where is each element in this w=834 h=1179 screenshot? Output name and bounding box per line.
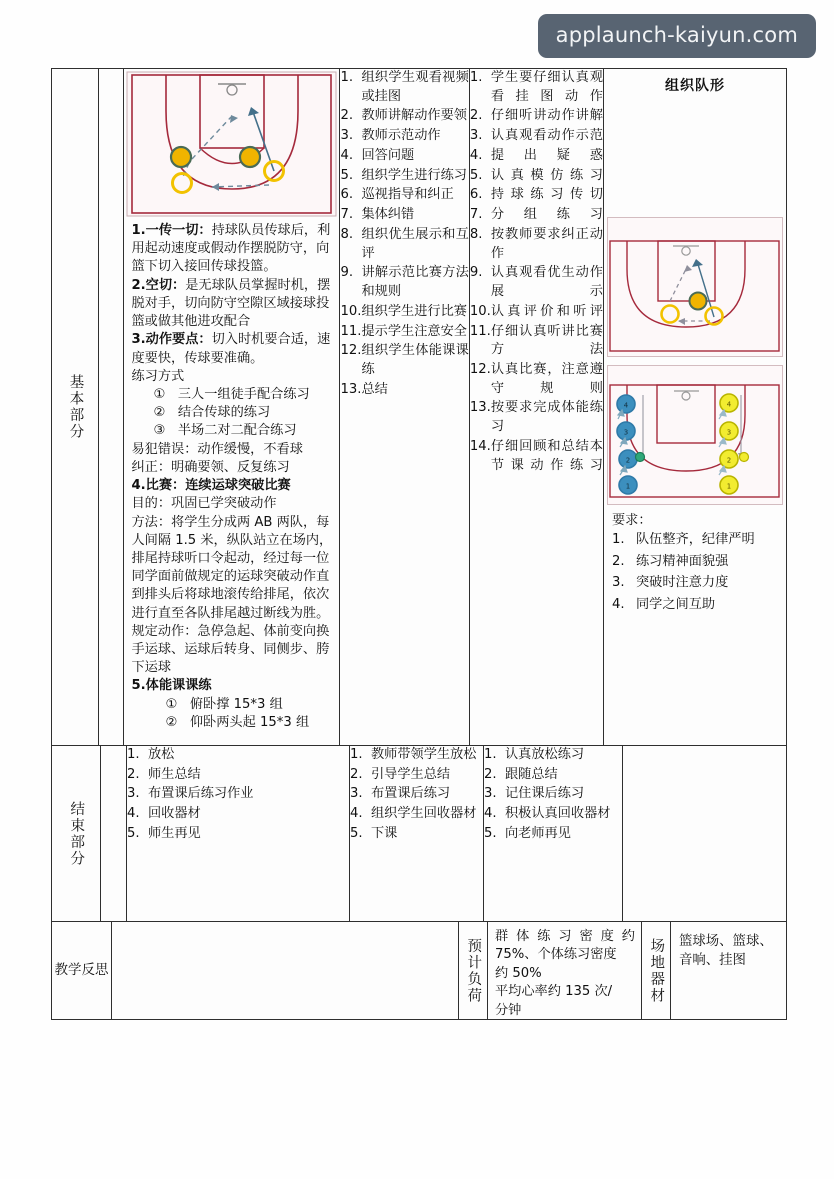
- section-label-basic: [52, 69, 98, 745]
- section-label-basic-text: 基本部分: [67, 374, 84, 440]
- basic-content-column: [123, 69, 339, 745]
- student-activity-item-number: 6.: [469, 187, 483, 203]
- diagram-1-container: [124, 69, 339, 217]
- teacher-activity-item-number: 5.: [340, 167, 354, 183]
- teacher-activity-item: [340, 186, 468, 205]
- student-activity-item: [470, 147, 603, 166]
- load-line-1: 群体练习密度约: [495, 929, 635, 944]
- basic-formation-column: [603, 69, 786, 745]
- ending-teacher-activity-item-text: 下课: [371, 825, 398, 841]
- teacher-activity-item: [340, 167, 468, 186]
- svg-text:2: 2: [625, 456, 631, 465]
- load-line-4: 平均心率约 135 次/: [495, 984, 613, 1000]
- student-activity-item-text: 按要求完成体能练习: [490, 400, 603, 435]
- load-line-2: 75%、个体练习密度: [495, 947, 617, 963]
- load-value-cell: [487, 922, 641, 1019]
- reflection-body-text: [112, 922, 458, 928]
- section-label-ending: [52, 746, 100, 921]
- requirement-item-text: 同学之间互助: [636, 597, 716, 613]
- lesson-plan-table: [51, 68, 787, 1020]
- ending-content-item-number: 5.: [127, 825, 140, 841]
- content-item-4: [131, 477, 333, 495]
- teacher-activity-item-text: 讲解示范比赛方法和规则: [361, 265, 469, 300]
- content-item-5: [131, 677, 333, 695]
- student-activity-item: [470, 206, 603, 225]
- student-activity-item: [470, 303, 603, 322]
- content-item-2-title: 2.空切：: [131, 277, 186, 293]
- student-activity-item-number: 7.: [469, 207, 483, 223]
- ending-student-activity-item-number: 2.: [484, 766, 497, 782]
- load-value-text: [488, 922, 641, 1020]
- teacher-activity-item: [340, 127, 468, 146]
- basic-gutter-column: [98, 69, 123, 745]
- practice-heading: 练习方式: [131, 368, 185, 384]
- teacher-activity-item-number: 7.: [340, 207, 354, 223]
- student-activity-item-number: 1.: [469, 70, 483, 85]
- student-activity-item-number: 3.: [469, 128, 483, 144]
- requirement-item: [612, 553, 778, 572]
- basketball-half-court-two-team-columns-icon: [607, 365, 783, 505]
- fitness-item-2-text: 仰卧两头起 15*3 组: [189, 714, 310, 730]
- load-label-text: 预计负荷: [465, 937, 482, 1004]
- ending-teacher-activity-item: [350, 825, 483, 844]
- requirement-item: [612, 596, 778, 615]
- practice-item-2: [131, 404, 333, 422]
- student-activities-list: [470, 69, 603, 475]
- content-item-2-body: 是无球队员掌握时机，摆脱对手，切向防守空隙区域接球投篮或做其他进攻配合: [131, 277, 331, 330]
- teacher-activity-item-number: 2.: [340, 108, 354, 124]
- ending-teacher-activity-item: [350, 766, 483, 785]
- requirement-item: [612, 531, 778, 550]
- ending-student-activity-item-text: 向老师再见: [505, 825, 571, 841]
- practice-item-3-num: ③: [153, 423, 166, 439]
- ending-student-activity-item-text: 积极认真回收器材: [505, 806, 611, 822]
- student-activity-item-number: 12.: [469, 362, 491, 378]
- ending-content-item-text: 师生再见: [148, 825, 201, 841]
- load-line-3: 约 50%: [495, 965, 542, 981]
- requirement-item-text: 练习精神面貌强: [636, 553, 729, 569]
- basketball-half-court-give-and-go-icon: [607, 217, 783, 357]
- svg-text:2: 2: [726, 456, 732, 465]
- watermark-text: applaunch-kaiyun.com: [555, 23, 798, 47]
- student-activity-item-text: 按教师要求纠正动作: [490, 226, 603, 261]
- content-item-4-title: 4.比赛：: [131, 478, 186, 494]
- table-row-ending-section: [52, 745, 786, 921]
- teacher-activity-item: [340, 342, 468, 379]
- ending-content-item-text: 师生总结: [148, 766, 201, 782]
- table-row-reflection: [52, 921, 786, 1019]
- student-activity-item: [470, 399, 603, 436]
- ending-student-activity-item-number: 1.: [484, 747, 497, 762]
- teacher-activity-item-number: 11.: [340, 323, 362, 339]
- requirement-item: [612, 574, 778, 593]
- ending-content-item: [127, 825, 349, 844]
- student-activity-item: [470, 323, 603, 360]
- fitness-item-2: [131, 714, 333, 732]
- teacher-activity-item-text: 回答问题: [361, 147, 415, 163]
- svg-text:4: 4: [726, 400, 732, 409]
- practice-item-2-num: ②: [153, 405, 166, 421]
- student-activity-item-number: 5.: [469, 167, 483, 183]
- student-activity-item-text: 认真评价和听评: [490, 303, 603, 319]
- requirement-item-number: 2.: [612, 553, 625, 569]
- student-activity-item: [470, 167, 603, 186]
- ending-student-activity-item: [484, 746, 622, 765]
- fitness-item-2-num: ②: [165, 714, 178, 730]
- ending-student-activity-item-text: 认真放松练习: [505, 747, 585, 762]
- formation-title: 组织队形: [665, 78, 725, 94]
- requirements-heading: 要求：: [612, 513, 652, 528]
- teacher-activity-item-number: 1.: [340, 70, 354, 85]
- ending-content-list: [127, 746, 349, 844]
- ending-content-item-number: 4.: [127, 806, 140, 822]
- student-activity-item-text: 认真模仿练习: [490, 167, 603, 183]
- basketball-half-court-pass-and-cut-icon: [126, 71, 337, 217]
- table-row-basic-section: [52, 69, 786, 745]
- teacher-activity-item-number: 9.: [340, 265, 354, 281]
- content-item-1-body: 持球队员传球后，利用起动速度或假动作摆脱防守，向篮下切入接回传球投篮。: [131, 223, 331, 275]
- ending-teacher-activities-column: [349, 746, 483, 921]
- student-activity-item-text: 认真观看动作示范: [490, 128, 603, 144]
- teacher-activity-item: [340, 147, 468, 166]
- content-item-2: [131, 277, 333, 332]
- ending-student-activities-column: [483, 746, 622, 921]
- ending-student-activity-item-number: 3.: [484, 786, 497, 802]
- student-activity-item-text: 提出疑惑: [490, 147, 603, 163]
- requirement-item-number: 3.: [612, 575, 625, 591]
- ending-student-activity-item-number: 5.: [484, 825, 497, 841]
- ending-teacher-activity-item: [350, 805, 483, 824]
- ending-content-item-text: 放松: [148, 747, 175, 762]
- ending-student-activities-list: [484, 746, 622, 844]
- common-errors: 易犯错误：动作缓慢，不看球: [131, 441, 303, 457]
- ending-gutter-column: [100, 746, 126, 921]
- ending-teacher-activity-item-number: 3.: [350, 786, 363, 802]
- practice-item-2-text: 结合传球的练习: [177, 405, 271, 421]
- ending-student-activity-item-number: 4.: [484, 806, 497, 822]
- teacher-activity-item-number: 10.: [340, 303, 362, 319]
- reflection-body-cell[interactable]: [111, 922, 458, 1019]
- diagram-2-container: [604, 217, 786, 357]
- ending-teacher-activities-list: [350, 746, 483, 844]
- equipment-label-cell: [641, 922, 670, 1019]
- practice-item-3: [131, 422, 333, 440]
- load-label-cell: [458, 922, 487, 1019]
- ending-formation-column: [622, 746, 786, 921]
- formation-requirements: [604, 505, 786, 615]
- ending-teacher-activity-item: [350, 785, 483, 804]
- fitness-item-1-text: 俯卧撑 15*3 组: [189, 696, 283, 712]
- student-activity-item: [470, 264, 603, 301]
- teacher-activity-item-number: 6.: [340, 187, 354, 203]
- ending-content-item-number: 1.: [127, 747, 140, 762]
- teacher-activity-item: [340, 264, 468, 301]
- student-activity-item-number: 11.: [469, 323, 491, 339]
- competition-rules: 规定动作：急停急起、体前变向换手运球、运球后转身、同侧步、胯下运球: [131, 623, 330, 676]
- basic-student-activities-column: [469, 69, 603, 745]
- student-activity-item: [470, 107, 603, 126]
- student-activity-item-number: 13.: [469, 400, 491, 416]
- section-label-ending-text: 结束部分: [68, 800, 85, 867]
- practice-item-1: [131, 386, 333, 404]
- teacher-activity-item-text: 组织学生体能课课练: [361, 343, 469, 378]
- fitness-item-1-num: ①: [165, 696, 178, 712]
- fitness-item-1: [131, 696, 333, 714]
- student-activity-item: [470, 361, 603, 398]
- student-activity-item-text: 认真观看优生动作展示: [490, 265, 603, 300]
- student-activity-item-number: 9.: [469, 265, 483, 281]
- student-activity-item-number: 10.: [469, 303, 491, 319]
- teacher-activity-item-text: 集体纠错: [361, 207, 415, 223]
- content-item-1-title: 1.一传一切：: [131, 223, 212, 238]
- ending-content-item-number: 3.: [127, 786, 140, 802]
- ending-content-column: [126, 746, 349, 921]
- teacher-activity-item-text: 教师讲解动作要领: [361, 108, 467, 124]
- ending-teacher-activity-item-number: 1.: [350, 747, 363, 762]
- reflection-label-text: 教学反思: [54, 962, 109, 979]
- ending-content-item: [127, 785, 349, 804]
- ending-content-item-text: 回收器材: [148, 806, 201, 822]
- ending-student-activity-item-text: 记住课后练习: [505, 786, 585, 802]
- student-activity-item: [470, 438, 603, 475]
- student-activity-item-text: 认真比赛，注意遵守规则: [490, 362, 603, 396]
- teacher-activity-item-text: 提示学生注意安全: [361, 323, 467, 339]
- equipment-value-cell: [670, 922, 786, 1019]
- svg-text:3: 3: [623, 428, 629, 437]
- requirement-item-text: 队伍整齐，纪律严明: [636, 532, 755, 547]
- teacher-activity-item-text: 组织学生观看视频或挂图: [361, 70, 469, 104]
- student-activity-item-number: 8.: [469, 226, 483, 242]
- teacher-activity-item-number: 8.: [340, 226, 354, 242]
- ending-teacher-activity-item-text: 引导学生总结: [371, 766, 451, 782]
- teacher-activity-item-number: 3.: [340, 128, 354, 144]
- teacher-activity-item: [340, 226, 468, 263]
- teacher-activity-item-text: 总结: [361, 381, 388, 397]
- ending-student-activity-item-text: 跟随总结: [505, 766, 558, 782]
- content-item-3-body: 切入时机要合适，速度要快，传球要准确。: [131, 332, 331, 366]
- teacher-activity-item-number: 13.: [340, 381, 362, 397]
- student-activity-item-number: 14.: [469, 438, 491, 454]
- teacher-activity-item-text: 组织学生进行练习: [361, 167, 467, 183]
- teacher-activity-item-number: 4.: [340, 147, 354, 163]
- practice-item-1-num: ①: [153, 386, 166, 402]
- teacher-activity-item-text: 巡视指导和纠正: [361, 187, 454, 203]
- ending-content-item: [127, 746, 349, 765]
- ending-student-activity-item: [484, 825, 622, 844]
- teacher-activity-item: [340, 323, 468, 342]
- ending-student-activity-item: [484, 805, 622, 824]
- load-line-5: 分钟: [495, 1002, 522, 1018]
- content-item-1: [131, 222, 333, 277]
- student-activity-item: [470, 69, 603, 106]
- equipment-value-text: 篮球场、篮球、音响、挂图: [679, 934, 773, 969]
- competition-method: 方法：将学生分成两 AB 两队，每人间隔 1.5 米，纵队站立在场内，排尾持球听口令起动，经过每一位同学面前做规定的运球突破动作直到排头后将球地滚传给排尾，依次进行直至各队排尾越过断线为胜。: [131, 514, 333, 621]
- content-item-4-name: 连续运球突破比赛: [185, 478, 291, 494]
- requirement-item-number: 1.: [612, 532, 625, 547]
- equipment-label-text: 场地器材: [648, 937, 665, 1004]
- content-item-3-title: 3.动作要点：: [131, 332, 212, 348]
- student-activity-item-text: 仔细听讲动作讲解: [490, 108, 603, 124]
- teacher-activity-item-number: 12.: [340, 343, 362, 359]
- teacher-activity-item: [340, 107, 468, 126]
- basic-teacher-activities-column: [339, 69, 468, 745]
- teacher-activity-item-text: 组织学生进行比赛: [361, 303, 467, 319]
- ending-content-item-number: 2.: [127, 766, 140, 782]
- ending-teacher-activity-item: [350, 746, 483, 765]
- ending-student-activity-item: [484, 785, 622, 804]
- teacher-activity-item: [340, 69, 468, 106]
- requirement-item-number: 4.: [612, 597, 625, 613]
- diagram-3-container: [604, 365, 786, 505]
- svg-text:4: 4: [623, 401, 629, 410]
- content-item-5-title: 5.体能课课练: [131, 678, 212, 694]
- error-correction: 纠正：明确要领、反复练习: [131, 459, 290, 475]
- student-activity-item: [470, 127, 603, 146]
- ending-student-activity-item: [484, 766, 622, 785]
- practice-item-1-text: 三人一组徒手配合练习: [177, 386, 310, 402]
- ending-teacher-activity-item-number: 5.: [350, 825, 363, 841]
- watermark-badge: [538, 14, 816, 58]
- student-activity-item-number: 2.: [469, 108, 483, 124]
- student-activity-item-text: 仔细认真听讲比赛方法: [490, 323, 603, 358]
- ending-teacher-activity-item-text: 布置课后练习: [371, 786, 451, 802]
- ending-teacher-activity-item-text: 教师带领学生放松: [371, 747, 477, 762]
- reflection-label-cell: [52, 922, 111, 1019]
- svg-text:1: 1: [625, 482, 631, 491]
- teacher-activity-item-text: 组织优生展示和互评: [361, 226, 469, 261]
- ending-content-item-text: 布置课后练习作业: [148, 786, 254, 802]
- ending-content-item: [127, 805, 349, 824]
- student-activity-item: [470, 226, 603, 263]
- student-activity-item-text: 仔细回顾和总结本节课动作练习: [490, 438, 603, 473]
- ending-teacher-activity-item-number: 4.: [350, 806, 363, 822]
- content-item-3: [131, 331, 333, 367]
- teacher-activity-item-text: 教师示范动作: [361, 128, 441, 144]
- teacher-activity-item: [340, 206, 468, 225]
- requirements-list: [612, 531, 778, 615]
- ending-teacher-activity-item-text: 组织学生回收器材: [371, 806, 477, 822]
- teacher-activities-list: [340, 69, 468, 399]
- student-activity-item-text: 学生要仔细认真观看挂图动作: [490, 70, 603, 104]
- student-activity-item-text: 持球练习传切: [490, 187, 603, 203]
- requirement-item-text: 突破时注意力度: [636, 575, 729, 591]
- student-activity-item: [470, 186, 603, 205]
- teacher-activity-item: [340, 303, 468, 322]
- basic-content-text: [124, 217, 339, 736]
- svg-text:3: 3: [726, 428, 732, 437]
- teacher-activity-item: [340, 381, 468, 400]
- student-activity-item-number: 4.: [469, 147, 483, 163]
- student-activity-item-text: 分组练习: [490, 207, 603, 223]
- ending-teacher-activity-item-number: 2.: [350, 766, 363, 782]
- competition-purpose: 目的：巩固已学突破动作: [131, 496, 277, 512]
- practice-item-3-text: 半场二对二配合练习: [177, 423, 297, 439]
- ending-content-item: [127, 766, 349, 785]
- svg-text:1: 1: [726, 482, 732, 491]
